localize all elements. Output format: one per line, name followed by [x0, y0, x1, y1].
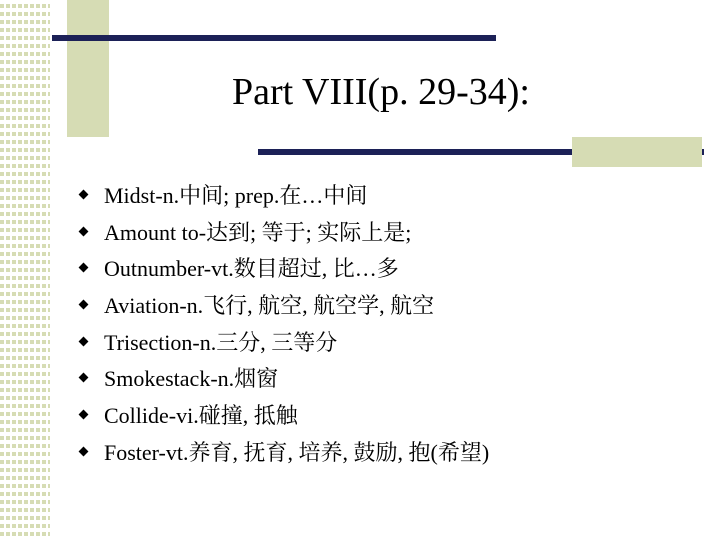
list-item	[78, 323, 489, 360]
diamond-bullet-icon	[79, 299, 89, 309]
list-item	[78, 176, 489, 213]
list-item	[78, 359, 489, 396]
bullet-text: Smokestack-n.烟窗	[104, 366, 279, 392]
diamond-bullet-icon	[79, 226, 89, 236]
bullet-text: Foster-vt.养育, 抚育, 培养, 鼓励, 抱(希望)	[104, 439, 490, 465]
decorative-stripe-column	[0, 0, 50, 540]
bullet-text: Aviation-n.飞行, 航空, 航空学, 航空	[104, 292, 435, 318]
list-item	[78, 249, 489, 286]
list-item	[78, 433, 489, 470]
bullet-list	[78, 176, 489, 470]
list-item	[78, 286, 489, 323]
diamond-bullet-icon	[79, 446, 89, 456]
diamond-bullet-icon	[79, 263, 89, 273]
diamond-bullet-icon	[79, 410, 89, 420]
list-item	[78, 213, 489, 250]
diamond-bullet-icon	[79, 189, 89, 199]
slide-title: Part VIII(p. 29-34):	[232, 71, 530, 113]
diamond-bullet-icon	[79, 373, 89, 383]
decorative-title-block	[67, 0, 109, 137]
bullet-text: Amount to-达到; 等于; 实际上是;	[104, 219, 412, 245]
bullet-text: Trisection-n.三分, 三等分	[104, 329, 338, 355]
list-item	[78, 396, 489, 433]
bullet-text: Collide-vi.碰撞, 抵触	[104, 402, 298, 428]
decorative-top-bar	[52, 35, 496, 41]
diamond-bullet-icon	[79, 336, 89, 346]
decorative-small-block	[572, 137, 702, 167]
bullet-text: Outnumber-vt.数目超过, 比…多	[104, 256, 399, 282]
bullet-text: Midst-n.中间; prep.在…中间	[104, 182, 368, 208]
